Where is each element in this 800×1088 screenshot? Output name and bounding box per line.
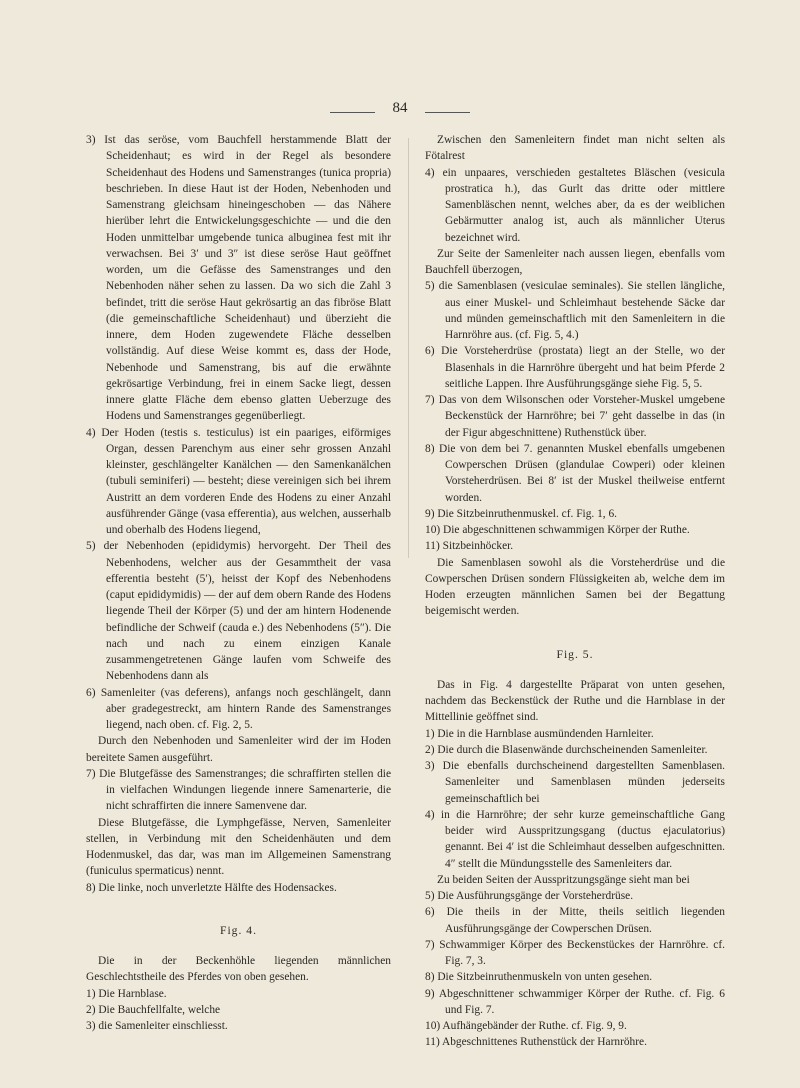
numbered-item: 5) Die Ausführungsgänge der Vorsteherdrüse. — [425, 890, 634, 902]
numbered-item: 11) Sitzbeinhöcker. — [425, 540, 514, 553]
numbered-item: 6) Die theils in der Mitte, theils seitlich liegenden Ausführungsgänge der Cowperschen Drüsen. — [425, 906, 725, 935]
numbered-item: 7) Schwammiger Körper des Beckenstückes der Harnröhre. cf. Fig. 7, 3. — [425, 938, 725, 967]
numbered-item: 9) Die Sitzbeinruthenmuskel. cf. Fig. 1, 6. — [425, 507, 618, 520]
numbered-item: 2) Die Bauchfellfalte, welche — [86, 1003, 221, 1016]
numbered-item: 3) die Samenleiter einschliesst. — [86, 1020, 228, 1032]
numbered-item: 3) Die ebenfalls durchscheinend dargestellten Samenblasen. Samenleiter und Samenblasen münden jederseits gemeinschaftlich bei — [425, 760, 725, 805]
numbered-item: 11) Abgeschnittenes Ruthenstück der Harnröhre. — [425, 1036, 647, 1049]
header-rule-right — [425, 112, 470, 113]
numbered-item: 5) die Samenblasen (vesiculae seminales). Sie stellen längliche, aus einer Muskel- und Schleimhaut bestehende Säcke dar und münden gemeinschaftlich mit den Samenleitern in die Harnröhre aus. (cf. Fig. 5, 4.) — [425, 280, 725, 341]
numbered-item: 6) Samenleiter (vas deferens), anfangs noch geschlängelt, dann aber gradegestreckt, am hintern Rande des Samenstranges liegend, nach oben. cf. Fig. 2, 5. — [86, 686, 391, 731]
numbered-item: 7) Das von dem Wilsonschen oder Vorsteher-Muskel umgebene Beckenstück der Harnröhre; bei 7′ geht dasselbe in das (in der Figur abgeschnittene) Ruthenstück über. — [425, 394, 725, 439]
paragraph: Diese Blutgefässe, die Lymphgefässe, Nerven, Samenleiter stellen, in Verbindung mit den Scheidenhäuten und dem Hodenmuskel, das dar, was man im Allgemeinen Samenstrang (funiculus spermaticus) nennt. — [86, 816, 391, 878]
figure-heading: Fig. 5. — [556, 647, 594, 661]
numbered-item: 8) Die Sitzbeinruthenmuskeln von unten gesehen. — [425, 971, 653, 984]
numbered-item: 4) ein unpaares, verschieden gestaltetes Bläschen (vesicula prostratica h.), das Gurlt das dritte oder mittlere Samenbläschen nennt, welches aber, da es der weiblichen Gebärmutter analog ist, auch als männlicher Uterus bezeichnet wird. — [425, 166, 725, 244]
numbered-item: 2) Die durch die Blasenwände durchscheinenden Samenleiter. — [425, 743, 708, 756]
numbered-item: 9) Abgeschnittener schwammiger Körper der Ruthe. cf. Fig. 6 und Fig. 7. — [425, 987, 725, 1016]
numbered-item: 10) Die abgeschnittenen schwammigen Körper der Ruthe. — [425, 524, 690, 536]
numbered-item: 4) Der Hoden (testis s. testiculus) ist ein paariges, eiförmiges Organ, dessen Parenchym aus einer sehr grossen Anzahl kleinster, geschlängelter Kanälchen — den Samenkanälchen (tubuli seminiferi) — besteht; diese vereinigen sich bei ihrem Austritt an dem vorderen Ende des Hodens zu einer Anzahl ausführender Gänge (vasa efferentia), aus welchen, ausserhalb und oberhalb des Hodens liegend, — [86, 426, 391, 536]
column-divider — [408, 138, 409, 558]
numbered-item: 7) Die Blutgefässe des Samenstranges; die schraffirten stellen die in vielfachen Windungen liegende innere Samenarterie, die nicht schraffirten die innere Samenvene dar. — [86, 767, 391, 813]
paragraph: Durch den Nebenhoden und Samenleiter wird der im Hoden bereitete Samen ausgeführt. — [86, 735, 391, 764]
numbered-item: 5) der Nebenhoden (epididymis) hervorgeht. Der Theil des Nebenhodens, welcher aus der Gesammtheit der vasa efferentia besteht (5′), heisst der Kopf des Nebenhodens (caput epididymidis) — der auf dem obern Rande des Hodens liegende Theil der Körper (5) und der am hintern Hodenende befindliche der Schweif (cauda e.) des Nebenhodens (5″). Die nach und nach zu einem einzigen Kanale zusammengetretenen Gänge laufen vom Schweife des Nebenhodens dann als — [86, 540, 391, 683]
paragraph: Das in Fig. 4 dargestellte Präparat von unten gesehen, nachdem das Beckenstück der Ruthe und die Harnblase in der Mittellinie geöffnet sind. — [425, 678, 725, 724]
paragraph: Die in der Beckenhöhle liegenden männlichen Geschlechtstheile des Pferdes von oben gesehen. — [86, 955, 391, 984]
paragraph: Zur Seite der Samenleiter nach aussen liegen, ebenfalls vom Bauchfell überzogen, — [425, 247, 725, 276]
numbered-item: 4) in die Harnröhre; der sehr kurze gemeinschaftliche Gang beider wird Ausspritzungsgang (ductus ejaculatorius) genannt. Bei 4′ ist die Schleimhaut desselben aufgeschnitten. 4″ stellt die Mündungsstelle des Samenleiters dar. — [425, 808, 725, 870]
paragraph: Die Samenblasen sowohl als die Vorsteherdrüse und die Cowperschen Drüsen sondern Flüssigkeiten ab, welche dem im Hoden erzeugten männlichen Samen bei der Begattung beigemischt werden. — [425, 556, 725, 618]
right-column — [425, 132, 725, 1051]
numbered-item: 10) Aufhängebänder der Ruthe. cf. Fig. 9, 9. — [425, 1020, 627, 1032]
figure-heading: Fig. 4. — [220, 923, 257, 937]
paragraph: Zu beiden Seiten der Ausspritzungsgänge sieht man bei — [437, 873, 690, 886]
numbered-item: 3) Ist das seröse, vom Bauchfell herstammende Blatt der Scheidenhaut; es wird in der Regel als besondere Scheidenhaut des Hodens und Samenstranges (tunica propria) beschrieben. In diese Haut ist der Hoden, Nebenhoden und Samenstrang gleichsam hineingeschoben — das Nähere hierüber lehrt die Entwickelungsgeschichte — und die den Hoden unmittelbar umgebende tunica albuginea fest mit ihr verwachsen. Bei 3′ und 3″ ist diese seröse Haut geöffnet worden, um die Gefässe des Samenstranges und den Nebenhoden näher sehen zu lassen. Da wo sich die Zahl 3 befindet, tritt die seröse Haut gekrösartig an das fibröse Blatt (die gemeinschaftliche Scheidenhaut) und überzieht die innere, dem Hoden zugewendete Fläche desselben vollständig. Auf diese Weise kommt es, dass der Hode, Nebenhode und Samenstrang, bis auf die erwähnte gekrösartige Verbindung, frei in einem Sacke liegt, dessen innere glatte Fläche dem ebenso glatten Ueberzuge des Hodens und Samenstranges gegenüberliegt. — [86, 134, 391, 423]
numbered-item: 8) Die von dem bei 7. genannten Muskel ebenfalls umgebenen Cowperschen Drüsen (glandulae Cowperi) oder kleinen Vorsteherdrüsen. Bei 8′ ist der Muskel theilweise entfernt worden. — [425, 442, 725, 504]
numbered-item: 1) Die in die Harnblase ausmündenden Harnleiter. — [425, 727, 654, 740]
page-number: 84 — [392, 100, 408, 116]
left-column — [86, 132, 391, 1034]
numbered-item: 6) Die Vorsteherdrüse (prostata) liegt an der Stelle, wo der Blasenhals in die Harnröhre übergeht und hat beim Pferde 2 seitliche Lappen. Ihre Ausführungsgänge siehe Fig. 5, 5. — [425, 345, 725, 390]
header-rule-left — [330, 112, 375, 113]
numbered-item: 8) Die linke, noch unverletzte Hälfte des Hodensackes. — [86, 881, 337, 894]
paragraph: Zwischen den Samenleitern findet man nicht selten als Fötalrest — [425, 134, 725, 163]
numbered-item: 1) Die Harnblase. — [86, 987, 167, 1000]
